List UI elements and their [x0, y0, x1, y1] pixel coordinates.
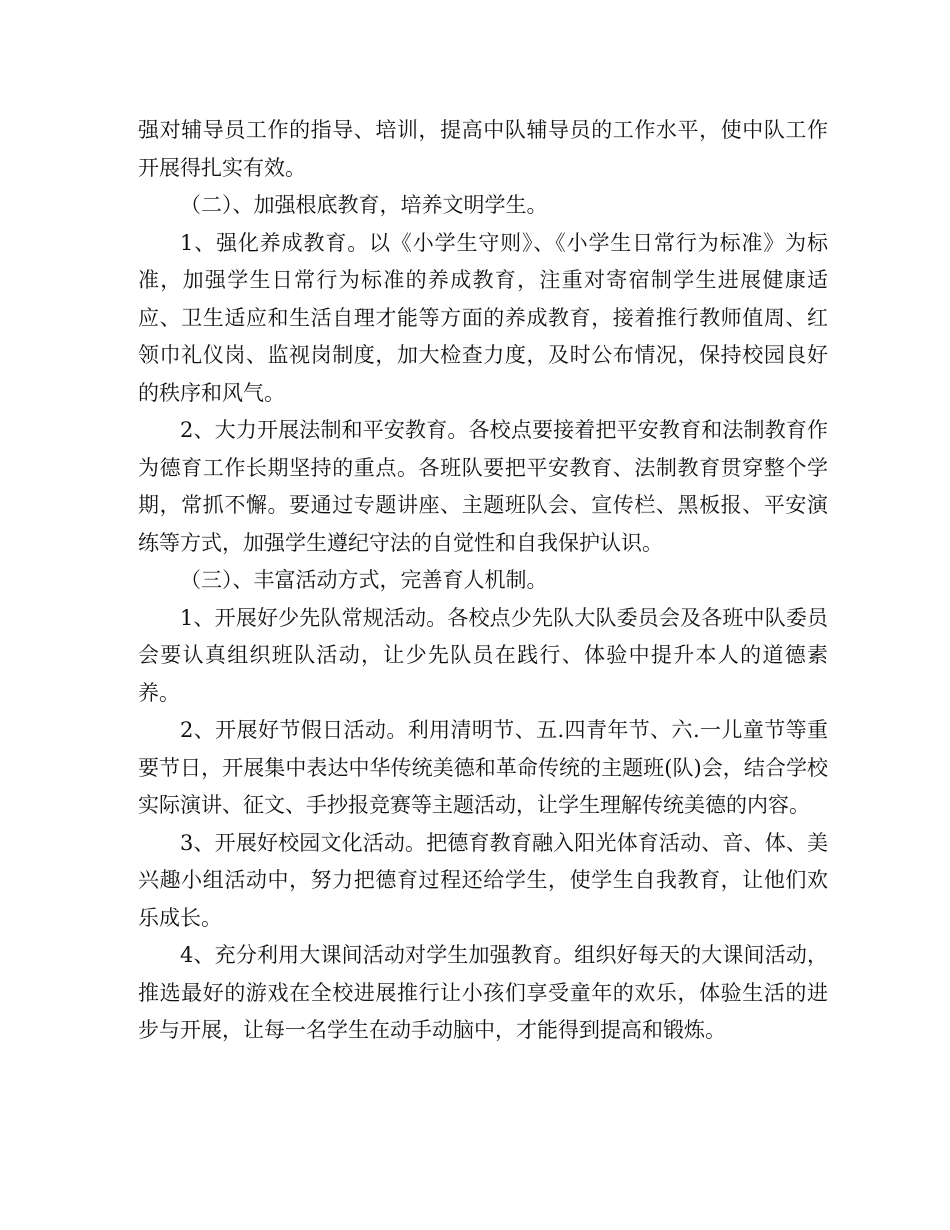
- paragraph-young-pioneers-activities: 1、开展好少先队常规活动。各校点少先队大队委员会及各班中队委员会要认真组织班队活动，让少先队员在践行、体验中提升本人的道德素养。: [138, 605, 828, 705]
- section-heading-2: （二）、加强根底教育，培养文明学生。: [180, 193, 548, 217]
- paragraph-recess-activities: 4、充分利用大课间活动对学生加强教育。组织好每天的大课间活动，推选最好的游戏在全校进展推行让小孩们享受童年的欢乐，体验生活的进步与开展，让每一名学生在动手动脑中，才能得到提高和锻炼。: [138, 943, 828, 1042]
- paragraph-habit-education: 1、强化养成教育。以《小学生守则》、《小学生日常行为标准》为标准，加强学生日常行为标准的养成教育，注重对寄宿制学生进展健康适应、卫生适应和生活自理才能等方面的养成教育，接着推行教师值周、红领巾礼仪岗、监视岗制度，加大检查力度，及时公布情况，保持校园良好的秩序和风气。: [138, 230, 828, 405]
- paragraph-continuation: 强对辅导员工作的指导、培训，提高中队辅导员的工作水平，使中队工作开展得扎实有效。: [138, 118, 828, 180]
- document-body: [138, 112, 828, 1050]
- paragraph-legal-safety-education: 2、大力开展法制和平安教育。各校点要接着把平安教育和法制教育作为德育工作长期坚持的重点。各班队要把平安教育、法制教育贯穿整个学期，常抓不懈。要通过专题讲座、主题班队会、宣传栏、黑板报、平安演练等方式，加强学生遵纪守法的自觉性和自我保护认识。: [138, 418, 828, 555]
- paragraph-holiday-activities: 2、开展好节假日活动。利用清明节、五.四青年节、六.一儿童节等重要节日，开展集中表达中华传统美德和革命传统的主题班(队)会，结合学校实际演讲、征文、手抄报竞赛等主题活动，让学生理解传统美德的内容。: [138, 718, 828, 817]
- section-heading-3: （三）、丰富活动方式，完善育人机制。: [180, 568, 548, 592]
- paragraph-campus-culture: 3、开展好校园文化活动。把德育教育融入阳光体育活动、音、体、美兴趣小组活动中，努力把德育过程还给学生，使学生自我教育，让他们欢乐成长。: [138, 830, 828, 930]
